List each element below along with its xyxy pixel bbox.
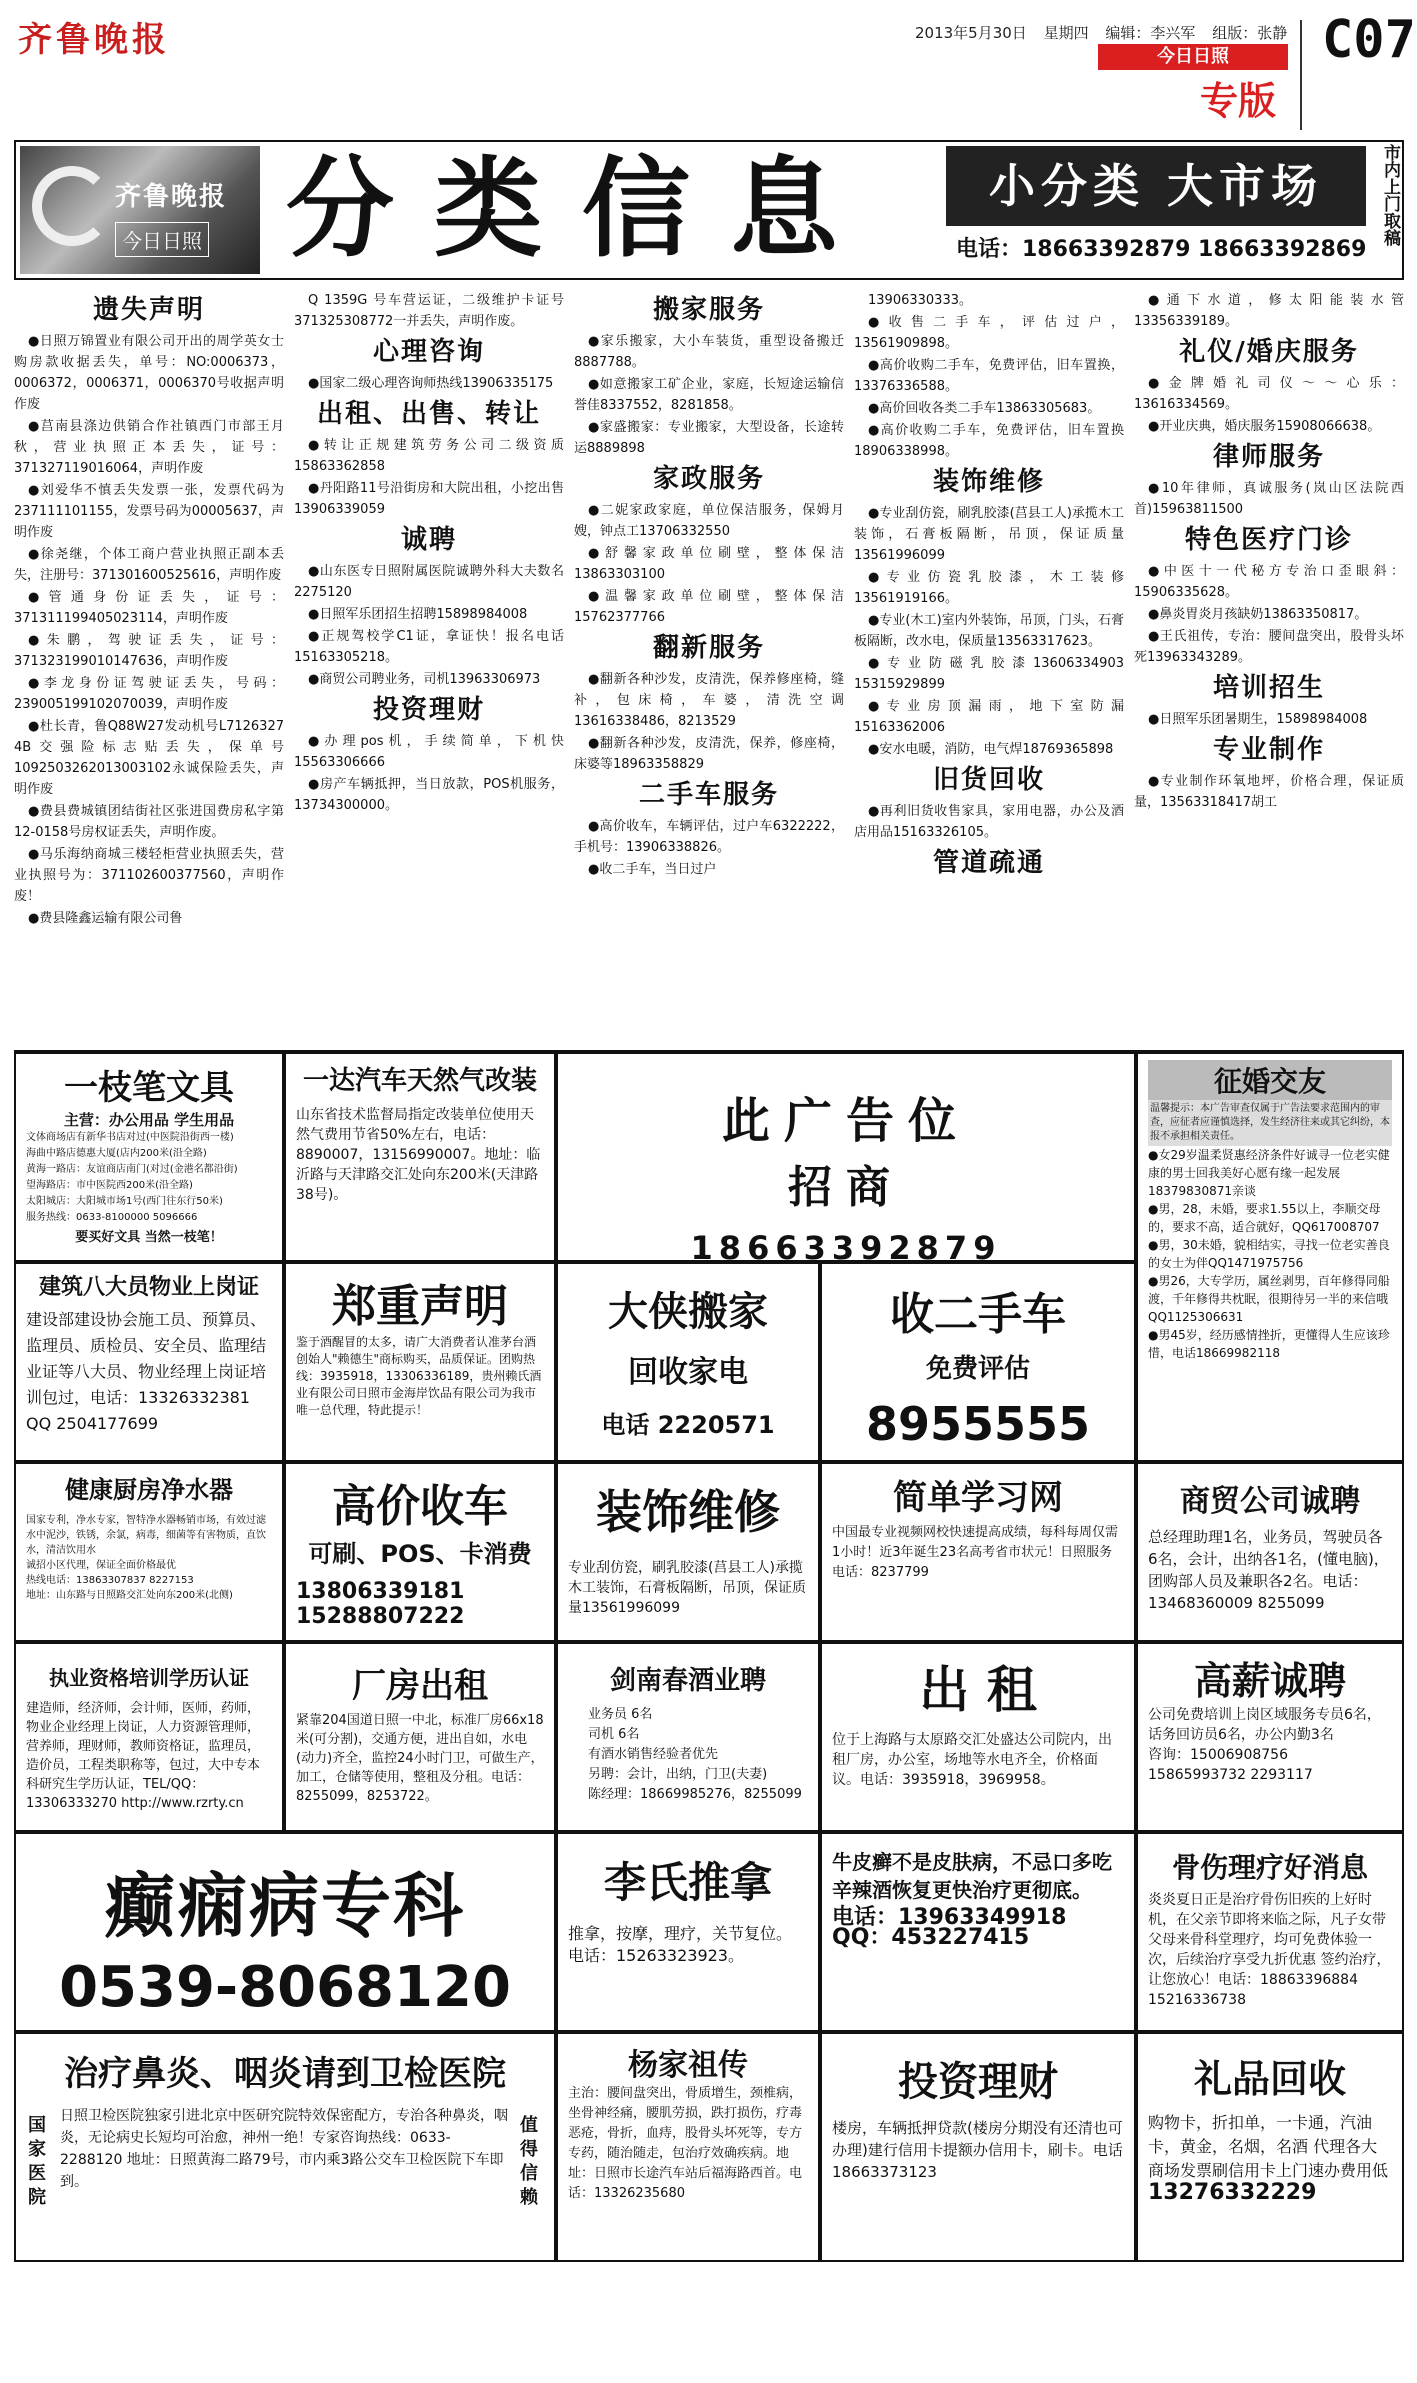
ad-moving bbox=[556, 1262, 820, 1462]
ad-line: 有酒水销售经验者优先 bbox=[588, 1747, 719, 1762]
ad-text: 日照卫检医院独家引进北京中医研究院特效保密配方，专治各种鼻炎，咽炎，无论病史长短均可治愈，神州一绝！专家咨询热线：0633-2288120 地址：日照黄海二路79号，市内乘3路公交车卫检医院下车即到。 bbox=[60, 2108, 508, 2190]
ad-text: 牛皮癣不是皮肤病，不忌口多吃辛辣酒恢复更快治疗更彻底。 bbox=[832, 1850, 1112, 1902]
category-heading: 管道疏通 bbox=[932, 848, 1045, 878]
category-heading: 投资理财 bbox=[372, 695, 485, 725]
ad-text: 炎炎夏日正是治疗骨伤旧疾的上好时机，在父亲节即将来临之际，凡子女带父母来骨科堂理疗，均可免费体验一次，后续治疗享受九折优惠 签约治疗，让您放心！电话：18863396884 15216336738 bbox=[1148, 1892, 1391, 2008]
ad-title: 健康厨房净水器 bbox=[65, 1476, 233, 1504]
classified-item: ●马乐海纳商城三楼轻柜营业执照丢失，营业执照号为：371102600377560，声明作废！ bbox=[14, 847, 284, 904]
ad-phone: 13806339181 bbox=[296, 1579, 465, 1604]
classified-item: ●办理pos机，手续简单，下机快15563306666 bbox=[294, 734, 564, 770]
ad-phone: 电话：15263323923。 bbox=[568, 1946, 744, 1965]
ad-line: 国家专利，净水专家，智特净水器畅销市场，有效过滤水中泥沙，铁锈，余氯，病毒，细菌等有害物质，直饮水，清洁饮用水 bbox=[26, 1515, 266, 1556]
classified-item: ●安水电暖，消防，电气焊18769365898 bbox=[868, 742, 1114, 757]
classified-item: ●日照军乐团暑期生，15898984008 bbox=[1148, 712, 1368, 727]
ad-line: 地址：山东路与日照路交汇处向东200米(北侧) bbox=[26, 1590, 233, 1601]
ad-water-purifier bbox=[14, 1462, 284, 1642]
classified-item: ●金牌婚礼司仪～～心乐：13616334569。 bbox=[1134, 376, 1404, 412]
ad-line: 望海路店：市中医院西200米(沿全路) bbox=[26, 1180, 193, 1191]
ad-matchmaking bbox=[1136, 1052, 1404, 1462]
ad-construction-training bbox=[14, 1262, 284, 1462]
classified-item: ●10年律师，真诚服务(岚山区法院西首)15963811500 bbox=[1134, 481, 1404, 517]
ad-slogan: 要买好文具 当然一枝笔！ bbox=[75, 1230, 223, 1245]
ad-title: 李氏推拿 bbox=[603, 1858, 772, 1907]
ad-line: ●女29岁温柔贤惠经济条件好诚寻一位老实健康的男士回我美好心愿有缘一起发展18379830871亲谈 bbox=[1148, 1148, 1390, 1198]
classified-item: ●商贸公司聘业务，司机13963306973 bbox=[308, 672, 541, 687]
category-heading: 特色医疗门诊 bbox=[1184, 525, 1353, 555]
classified-item: ●李龙身份证驾驶证丢失，号码：239005199102070039，声明作废 bbox=[14, 676, 284, 712]
ad-wine-jobs bbox=[556, 1642, 820, 1832]
classified-columns bbox=[14, 290, 1404, 1050]
ad-title: 装饰维修 bbox=[596, 1485, 780, 1539]
ad-line: ●男26，大专学历，属丝剥男，百年修得同船渡，千年修得共枕眠，很期待另一半的来信哦QQ1125306631 bbox=[1148, 1274, 1390, 1324]
category-heading: 礼仪/婚庆服务 bbox=[1179, 337, 1359, 367]
category-heading: 家政服务 bbox=[652, 464, 765, 494]
ad-line: 热线电话：13863307837 8227153 bbox=[26, 1575, 194, 1586]
ad-cng-conversion bbox=[284, 1052, 556, 1262]
classified-item: ●费县费城镇团结街社区张进国费房私字第12-0158号房权证丢失，声明作废。 bbox=[14, 804, 284, 840]
ad-title: 建筑八大员物业上岗证 bbox=[38, 1275, 259, 1300]
ad-title: 执业资格培训学历认证 bbox=[49, 1666, 249, 1690]
classified-item: ●徐尧继，个体工商户营业执照正副本丢失，注册号：371301600525616，声明作废 bbox=[14, 547, 284, 583]
ad-text: 主治：腰间盘突出，骨质增生，颈椎病，坐骨神经痛，腰肌劳损，跌打损伤，疗毒恶疮，骨折，血痔，股骨头坏死等，专方专药，随治随走，包治疗效确疾病。地址：日照市长途汽车站后福海路西首。电话：13326235680 bbox=[568, 2086, 803, 2201]
ad-decoration bbox=[556, 1462, 820, 1642]
ad-phone: 8955555 bbox=[865, 1397, 1091, 1451]
ad-title: 郑重声明 bbox=[332, 1281, 508, 1332]
ad-title: 礼品回收 bbox=[1193, 2057, 1346, 2101]
banner-slogan: 小分类 大市场 bbox=[946, 146, 1366, 226]
ad-subtitle: 回收家电 bbox=[628, 1355, 748, 1390]
banner-phone: 电话：18663392879 18663392869 bbox=[956, 237, 1367, 262]
ad-psoriasis bbox=[820, 1832, 1136, 2032]
ad-title: 骨伤理疗好消息 bbox=[1171, 1851, 1368, 1884]
page-number: C07 bbox=[1322, 10, 1416, 70]
classified-item: ●房产车辆抵押，当日放款，POS机服务，13734300000。 bbox=[294, 777, 564, 813]
ad-title: 商贸公司诚聘 bbox=[1180, 1484, 1360, 1519]
ad-phone: 电话 2220571 bbox=[601, 1411, 775, 1439]
classified-item: ●专业刮仿瓷，刷乳胶漆(莒县工人)承揽木工装饰，石膏板隔断，吊顶，保证质量13561996099 bbox=[854, 506, 1124, 563]
ad-phone: 18663392879 bbox=[690, 1229, 1002, 1262]
ad-text: 楼房，车辆抵押贷款(楼房分期没有还清也可办理)建行信用卡提额办信用卡，刷卡。电话18663373123 bbox=[832, 2119, 1123, 2181]
ad-text: 山东省技术监督局指定改装单位使用天然气费用节省50%左右，电话：8890007，13156990007。地址：临沂路与天津路交汇处向东200米(天津路38号)。 bbox=[296, 1107, 541, 1203]
ad-qualification-training bbox=[14, 1642, 284, 1832]
ad-subtitle: 招商 bbox=[788, 1162, 904, 1213]
classified-item: ●收售二手车，评估过户，13561909898。 bbox=[854, 315, 1124, 351]
ad-gift-recycling bbox=[1136, 2032, 1404, 2262]
classified-item: ●中医十一代秘方专治口歪眼斜：15906335628。 bbox=[1134, 564, 1404, 600]
banner-vertical-note: 市内上门取稿 bbox=[1380, 144, 1400, 246]
ad-phone: 0539-8068120 bbox=[59, 1955, 511, 2020]
ad-high-salary-jobs bbox=[1136, 1642, 1404, 1832]
ad-line: ●男45岁，经历感情挫折，更懂得人生应该珍惜，电话18669982118 bbox=[1148, 1328, 1390, 1360]
ad-line: 太阳城店：大阳城市场1号(西门往东行50米) bbox=[26, 1196, 223, 1207]
classified-item: ●刘爱华不慎丢失发票一张，发票代码为237111101155，发票号码为00005637，声明作废 bbox=[14, 483, 284, 540]
classified-item: ●管通身份证丢失，证号：371311199405023114，声明作废 bbox=[14, 590, 284, 626]
ad-text: 专业刮仿瓷，刷乳胶漆(莒县工人)承揽木工装饰，石膏板隔断，吊顶，保证质量13561996099 bbox=[568, 1560, 806, 1616]
ad-yang-family-remedy bbox=[556, 2032, 820, 2262]
category-heading: 旧货回收 bbox=[932, 765, 1045, 795]
ad-subtitle: 免费评估 bbox=[925, 1354, 1030, 1384]
ad-lines bbox=[26, 1130, 272, 1226]
ad-phone-2: 15865993732 2293117 bbox=[1148, 1767, 1313, 1783]
ad-massage bbox=[556, 1832, 820, 2032]
ad-space-for-rent bbox=[556, 1052, 1136, 1262]
classified-item: ●转让正规建筑劳务公司二级资质15863362858 bbox=[294, 438, 564, 474]
ad-phone: 电话：13963349918 bbox=[832, 1905, 1067, 1930]
classified-item: ●高价收车，车辆评估，过户车6322222，手机号：13906338826。 bbox=[574, 819, 844, 855]
classified-item: ●莒南县涤边供销合作社镇西门市部王月秋，营业执照正本丢失，证号：371327119016064，声明作废 bbox=[14, 419, 284, 476]
ad-title: 简单学习网 bbox=[893, 1478, 1063, 1518]
classified-item: ●朱鹏，驾驶证丢失，证号：371323199010147636，声明作废 bbox=[14, 633, 284, 669]
category-heading: 遗失声明 bbox=[92, 295, 205, 325]
ad-investment bbox=[820, 2032, 1136, 2262]
category-heading: 二手车服务 bbox=[638, 780, 779, 810]
ad-title: 此广告位 bbox=[721, 1093, 970, 1149]
ad-left-label: 国家医院 bbox=[28, 2115, 46, 2208]
ad-phone: 15288807222 bbox=[296, 1604, 465, 1629]
category-heading: 心理咨询 bbox=[372, 337, 485, 367]
ad-title: 高薪诚聘 bbox=[1193, 1659, 1346, 1703]
classified-item: ●专业制作环氧地坪，价格合理，保证质量，13563318417胡工 bbox=[1134, 774, 1404, 810]
ad-text: 公司免费培训上岗区域服务专员6名，话务回访员6名，办公内勤3名 bbox=[1148, 1707, 1381, 1743]
ad-title: 大侠搬家 bbox=[608, 1289, 768, 1335]
ad-car-buying bbox=[284, 1462, 556, 1642]
classified-item: ●收二手车，当日过户 bbox=[588, 862, 717, 877]
classified-item: ●翻新各种沙发，皮清洗，保养，修座椅，床婆等18963358829 bbox=[574, 736, 844, 772]
classified-item: ●专业防磁乳胶漆13606334903 15315929899 bbox=[854, 656, 1124, 692]
classified-item: ●正规驾校学C1证，拿证快！报名电话15163305218。 bbox=[294, 629, 564, 665]
classified-item: ●日照万锦置业有限公司开出的周学英女士购房款收据丢失，单号：NO:0006373，0006372，0006371，0006370号收据声明作废 bbox=[14, 334, 284, 412]
category-heading: 诚聘 bbox=[400, 525, 457, 555]
classified-column bbox=[574, 290, 844, 1050]
ad-title: 杨家祖传 bbox=[628, 2048, 748, 2083]
ad-qq: QQ：453227415 bbox=[832, 1925, 1030, 1950]
classified-column bbox=[1134, 290, 1404, 1050]
ad-bone-therapy bbox=[1136, 1832, 1404, 2032]
classified-item: ●专业(木工)室内外装饰，吊顶，门头，石膏板隔断，改水电，保质量13563317623。 bbox=[854, 613, 1124, 649]
classified-item: ●高价收购二手车，免费评估，旧车置换，13376336588。 bbox=[854, 358, 1124, 394]
layout-editor: 组版：张静 bbox=[1212, 24, 1288, 42]
classified-item: ●国家二级心理咨询师热线13906335175 bbox=[308, 376, 554, 391]
ad-title: 一枝笔文具 bbox=[64, 1068, 234, 1108]
page-meta bbox=[915, 22, 1299, 43]
issue-date: 2013年5月30日 bbox=[915, 24, 1027, 42]
ad-items bbox=[1148, 1146, 1392, 1362]
issue-weekday: 星期四 bbox=[1043, 24, 1089, 42]
classified-column bbox=[854, 290, 1124, 1050]
classified-item: ●费县隆鑫运输有限公司鲁 bbox=[28, 911, 183, 926]
ad-for-rent bbox=[820, 1642, 1136, 1832]
classified-item: ●二妮家政家庭，单位保洁服务，保姆月嫂，钟点工13706332550 bbox=[574, 503, 844, 539]
ad-line: 司机 6名 bbox=[588, 1727, 640, 1742]
classified-item: ●高价收购二手车，免费评估，旧车置换18906338998。 bbox=[854, 423, 1124, 459]
classified-item: ●专业房顶漏雨，地下室防漏15163362006 bbox=[854, 699, 1124, 735]
ad-text: 购物卡，折扣单，一卡通，汽油卡，黄金，名烟，名酒 代理各大商场发票刷信用卡上门速办费用低 bbox=[1148, 2113, 1389, 2180]
classifieds-banner bbox=[14, 140, 1404, 280]
editor: 编辑：李兴军 bbox=[1105, 24, 1196, 42]
classified-item: ●舒馨家政单位刷壁，整体保洁13863303100 bbox=[574, 546, 844, 582]
ad-title: 征婚交友 bbox=[1148, 1060, 1392, 1100]
ad-phone: 13276332229 bbox=[1148, 2180, 1317, 2205]
masthead bbox=[0, 0, 1417, 130]
classified-item: ●日照军乐团招生招聘15898984008 bbox=[308, 607, 528, 622]
ad-line: 业务员 6名 bbox=[588, 1707, 653, 1722]
ad-text: 位于上海路与太原路交汇处盛达公司院内，出租厂房，办公室，场地等水电齐全，价格面议。电话：3935918，3969958。 bbox=[832, 1732, 1112, 1788]
ad-title: 一达汽车天然气改装 bbox=[302, 1066, 537, 1096]
classified-item: ●王氏祖传，专治：腰间盘突出，股骨头坏死13963343289。 bbox=[1134, 629, 1404, 665]
ad-text: 紧靠204国道日照一中北，标准厂房66x18米(可分割)，交通方便，进出自如，水电(动力)齐全，监控24小时门卫，可做生产，加工，仓储等使用，整租及分租。电话：8255099，8253722。 bbox=[296, 1713, 544, 1804]
classified-column bbox=[294, 290, 564, 1050]
ad-title: 癫痫病专科 bbox=[105, 1865, 465, 1947]
ad-text: 推拿，按摩，理疗，关节复位。 bbox=[568, 1924, 793, 1943]
classified-item: ●家盛搬家：专业搬家，大型设备，长途转运8889898 bbox=[574, 420, 844, 456]
section-tab: 今日日照 bbox=[1098, 44, 1288, 70]
banner-title: 分类信息 bbox=[286, 147, 879, 272]
ad-line: 诚招小区代理，保证全面价格最优 bbox=[26, 1560, 176, 1571]
classified-item: 13906330333。 bbox=[868, 293, 972, 308]
ad-title: 高价收车 bbox=[332, 1481, 508, 1532]
ad-factory-rental bbox=[284, 1642, 556, 1832]
ad-line: 陈经理：18669985276，8255099 bbox=[588, 1787, 802, 1802]
category-heading: 出租、出售、转让 bbox=[316, 399, 541, 429]
ad-epilepsy-clinic bbox=[14, 1832, 556, 2032]
ad-liquor-statement bbox=[284, 1262, 556, 1462]
classified-item: ●通下水道，修太阳能装水管13356339189。 bbox=[1134, 293, 1404, 329]
ad-lines bbox=[568, 1705, 808, 1805]
ad-line: ●男，30未婚，貌相结实，寻找一位老实善良的女士为伴QQ1471975756 bbox=[1148, 1238, 1390, 1270]
ad-line: 黄海一路店：友谊商店南门(对过(金港名都沿街) bbox=[26, 1164, 238, 1175]
ad-stationery bbox=[14, 1052, 284, 1262]
ad-text: 中国最专业视频网校快速提高成绩，每科每周仅需1小时！近3年诞生23名高考省市状元！日照服务电话：8237799 bbox=[832, 1525, 1119, 1580]
logo-ring-icon bbox=[32, 166, 112, 246]
ad-line: 另聘：会计，出纳，门卫(夫妻) bbox=[588, 1767, 768, 1782]
category-heading: 搬家服务 bbox=[652, 295, 765, 325]
classified-item: ●温馨家政单位刷壁，整体保洁15762377766 bbox=[574, 589, 844, 625]
category-heading: 律师服务 bbox=[1212, 442, 1325, 472]
classified-column bbox=[14, 290, 284, 1050]
classified-item: ●开业庆典，婚庆服务15908066638。 bbox=[1148, 419, 1381, 434]
ad-title: 剑南春酒业聘 bbox=[609, 1666, 766, 1696]
ad-right-label: 值得信赖 bbox=[520, 2115, 538, 2208]
header-divider bbox=[1300, 20, 1302, 130]
ad-title: 收二手车 bbox=[890, 1289, 1066, 1340]
classified-item: ●家乐搬家，大小车装货，重型设备搬迁8887788。 bbox=[574, 334, 844, 370]
ad-text: 鉴于酒醒冒的太多，请广大消费者认准茅台酒创始人"赖德生"商标购买，品质保证。团购热线：3935918，13306336189，贵州赖氏酒业有限公司日照市金海岸饮品有限公司为我市唯一总代理，特此提示！ bbox=[296, 1335, 542, 1417]
ad-rhinitis-hospital bbox=[14, 2032, 556, 2262]
category-heading: 培训招生 bbox=[1212, 673, 1325, 703]
classified-item: ●如意搬家工矿企业，家庭，长短途运输信誉佳8337552，8281858。 bbox=[574, 377, 844, 413]
classified-item: ●专业仿瓷乳胶漆，木工装修13561919166。 bbox=[854, 570, 1124, 606]
ad-used-cars bbox=[820, 1262, 1136, 1462]
ad-online-school bbox=[820, 1462, 1136, 1642]
ad-lines bbox=[26, 1513, 272, 1603]
ad-title: 厂房出租 bbox=[352, 1666, 488, 1706]
classified-item: ●鼻炎胃炎月孩缺奶13863350817。 bbox=[1148, 607, 1368, 622]
classified-item: ●高价回收各类二手车13863305683。 bbox=[868, 401, 1101, 416]
special-label: 专版 bbox=[1200, 79, 1277, 123]
ad-text: 建设部建设协会施工员、预算员、监理员、质检员、安全员、监理结业证等八大员、物业经理上岗证培训包过，电话：13326332381 QQ 2504177699 bbox=[26, 1310, 267, 1433]
ad-subtitle: 主营：办公用品 学生用品 bbox=[63, 1111, 235, 1129]
classified-item: ●山东医专日照附属医院诚聘外科大夫数名2275120 bbox=[294, 564, 564, 600]
ad-line: 海曲中路店德惠大厦(店内200米(沿全路) bbox=[26, 1148, 207, 1159]
ad-note: 温馨提示：本广告审查仅属于广告法要求范围内的审查，应征者应谨慎选择，发生经济往来或其它纠纷，本报不承担相关责任。 bbox=[1148, 1100, 1392, 1146]
ad-line: ●男，28，未婚，要求1.55以上，李顺交母的，要求不高，适合就好，QQ617008707 bbox=[1148, 1202, 1381, 1234]
ad-trade-company-jobs bbox=[1136, 1462, 1404, 1642]
ad-subtitle: 可刷、POS、卡消费 bbox=[308, 1540, 532, 1568]
category-heading: 翻新服务 bbox=[652, 633, 765, 663]
banner-logo-sub: 今日日照 bbox=[115, 222, 209, 257]
ad-text: 建造师，经济师，会计师，医师，药师，物业企业经理上岗证，人力资源管理师，营养师，理财师，教师资格证，监理员，造价员，工程类职称等，包过，大中专本科研究生学历认证，TEL/QQ：13306333270 http://www.rzrty.cn bbox=[26, 1701, 261, 1811]
paper-logo: 齐鲁晚报 bbox=[18, 20, 170, 60]
ad-title: 治疗鼻炎、咽炎请到卫检医院 bbox=[64, 2054, 506, 2094]
ad-phone: 咨询：15006908756 bbox=[1148, 1747, 1288, 1763]
ad-text: 总经理助理1名，业务员，驾驶员各6名，会计，出纳各1名，(懂电脑)，团购部人员及兼职各2名。电话：13468360009 8255099 bbox=[1148, 1528, 1389, 1612]
ad-title: 投资理财 bbox=[898, 2059, 1058, 2105]
ad-line: 文体商场店有新华书店对过(中医院沿街西一楼) bbox=[26, 1132, 234, 1143]
banner-logo-name: 齐鲁晚报 bbox=[115, 182, 228, 212]
classified-item: ●丹阳路11号沿街房和大院出租，小挖出售13906339059 bbox=[294, 481, 564, 517]
banner-logo bbox=[20, 146, 260, 274]
classified-item: Q 1359G 号车营运证，二级维护卡证号371325308772一并丢失，声明作废。 bbox=[294, 293, 564, 329]
category-heading: 专业制作 bbox=[1212, 735, 1325, 765]
classified-item: ●杜长青，鲁Q88W27发动机号L7126327 4B交强险标志贴丢失，保单号1092503262013003102永诚保险丢失，声明作废 bbox=[14, 719, 284, 797]
ad-line: 服务热线：0633-8100000 5096666 bbox=[26, 1212, 198, 1223]
classified-item: ●翻新各种沙发，皮清洗，保养修座椅，缝补，包床椅，车婆，清洗空调13616338486，8213529 bbox=[574, 672, 844, 729]
category-heading: 装饰维修 bbox=[932, 467, 1045, 497]
ad-title: 出 租 bbox=[919, 1661, 1037, 1719]
classified-item: ●再利旧货收售家具，家用电器，办公及酒店用品15163326105。 bbox=[854, 804, 1124, 840]
